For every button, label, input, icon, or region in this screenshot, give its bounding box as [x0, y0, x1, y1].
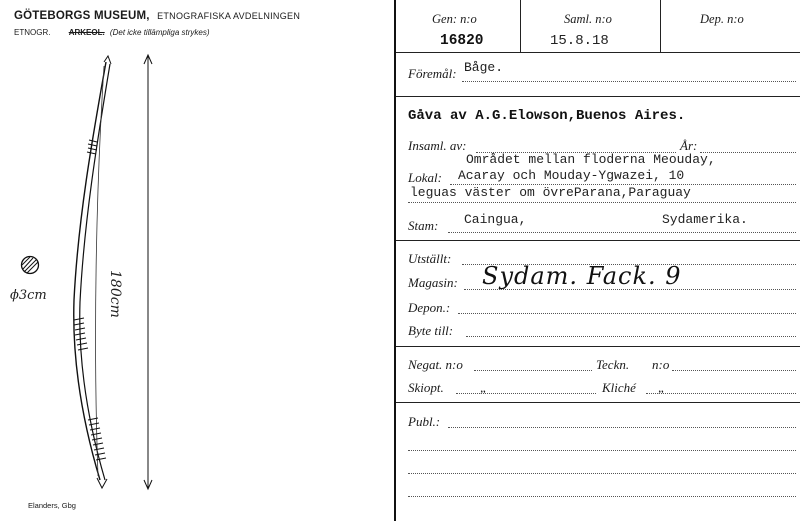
arkeol-label: ARKEOL.	[68, 28, 105, 37]
byte-label: Byte till:	[408, 323, 454, 338]
ar-label: År:	[680, 138, 698, 153]
museum-header	[14, 10, 300, 22]
card-divider	[520, 0, 521, 52]
magasin-value: Sydam. Fack. 9	[482, 262, 682, 290]
etnogr-label: ETNOGR.	[14, 28, 51, 37]
foremal-value: Båge.	[464, 60, 504, 75]
lokal-label: Lokal:	[408, 170, 442, 185]
stam-region: Sydamerika.	[662, 212, 748, 227]
magasin-label: Magasin:	[408, 275, 458, 290]
dotted-line	[646, 393, 796, 394]
printer-credit: Elanders, Gbg	[28, 501, 76, 510]
ditto-mark: „	[658, 380, 666, 395]
negat-label: Negat. n:o	[408, 357, 463, 372]
catalog-card	[394, 0, 800, 521]
dotted-line	[464, 289, 796, 290]
bow-stave	[74, 56, 111, 488]
card-rule	[396, 402, 800, 403]
lokal-line-3: leguas väster om övreParana,Paraguay	[410, 185, 691, 200]
department-name: ETNOGRAFISKA AVDELNINGEN	[157, 11, 301, 21]
gen-value: 16820	[440, 33, 484, 49]
saml-label: Saml. n:o	[564, 12, 612, 26]
utstallt-label: Utställt:	[408, 251, 452, 266]
dotted-line	[408, 496, 796, 497]
bow-cross-section	[22, 257, 39, 274]
kliche-label: Kliché	[602, 380, 636, 395]
dotted-line	[456, 393, 596, 394]
dotted-line	[462, 81, 796, 82]
publ-label: Publ.:	[408, 414, 441, 429]
teckn-no-label: n:o	[652, 357, 670, 372]
strike-note: (Det icke tillämpliga strykes)	[109, 28, 210, 37]
foremal-label: Föremål:	[408, 66, 457, 81]
category-line	[14, 28, 210, 37]
stam-value: Caingua,	[464, 212, 527, 227]
card-divider	[660, 0, 661, 52]
dotted-line	[408, 202, 796, 203]
gava-line: Gåva av A.G.Elowson,Buenos Aires.	[408, 108, 686, 124]
length-arrow	[144, 55, 152, 489]
stam-label: Stam:	[408, 218, 439, 233]
length-note: 180cm	[107, 270, 123, 318]
card-rule	[396, 346, 800, 347]
dotted-line	[466, 336, 796, 337]
skiopt-label: Skiopt.	[408, 380, 444, 395]
dep-label: Dep. n:o	[700, 12, 744, 26]
gen-label: Gen: n:o	[432, 12, 477, 26]
dotted-line	[448, 232, 796, 233]
saml-value: 15.8.18	[550, 33, 609, 49]
lokal-line-2: Acaray och Mouday-Ygwazei, 10	[458, 168, 685, 183]
lokal-line-1: Området mellan floderna Meouday,	[466, 152, 716, 167]
card-rule	[396, 96, 800, 97]
card-rule	[396, 52, 800, 53]
museum-name: GÖTEBORGS MUSEUM,	[14, 10, 150, 22]
insaml-label: Insaml. av:	[408, 138, 467, 153]
dotted-line	[448, 427, 796, 428]
dotted-line	[408, 450, 796, 451]
diameter-note: ϕ3cm	[10, 288, 47, 303]
dotted-line	[408, 473, 796, 474]
depon-label: Depon.:	[408, 300, 451, 315]
dotted-line	[474, 370, 592, 371]
card-rule	[396, 240, 800, 241]
ditto-mark: „	[480, 380, 488, 395]
bow-drawing	[0, 40, 200, 500]
teckn-label: Teckn.	[596, 357, 630, 372]
dotted-line	[672, 370, 796, 371]
dotted-line	[458, 313, 796, 314]
